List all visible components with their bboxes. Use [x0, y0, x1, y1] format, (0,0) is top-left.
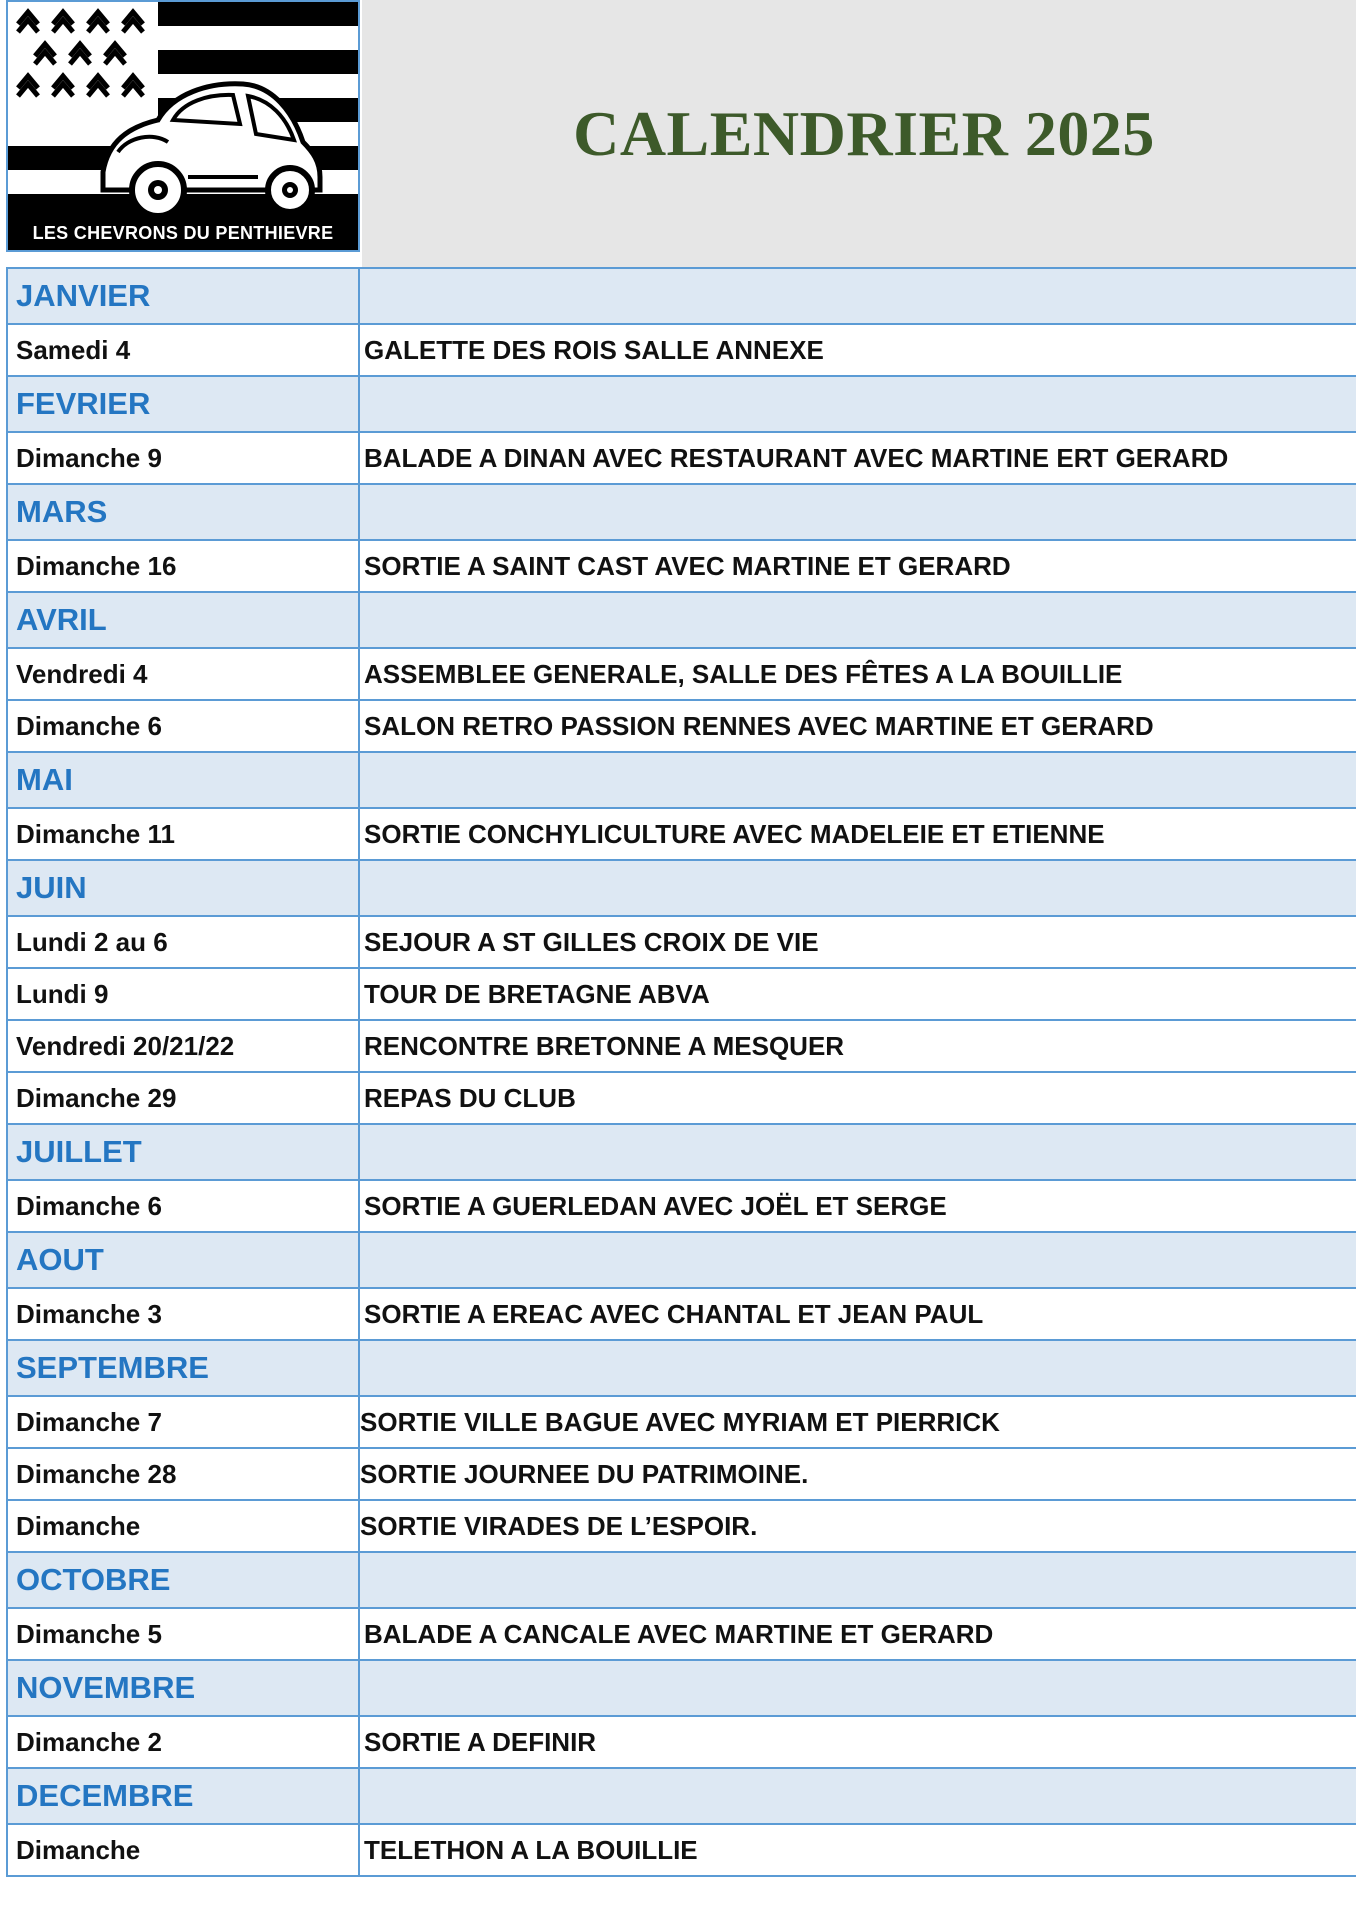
month-cell [6, 377, 360, 431]
month-name: DECEMBRE [16, 1778, 194, 1813]
event-description: SORTIE VILLE BAGUE AVEC MYRIAM ET PIERRICK [360, 1406, 1000, 1437]
event-date: Dimanche 5 [16, 1618, 162, 1649]
event-row [6, 969, 1356, 1021]
event-row [6, 1717, 1356, 1769]
month-cell [6, 753, 360, 807]
event-description: BALADE A DINAN AVEC RESTAURANT AVEC MARTINE ERT GERARD [364, 442, 1229, 473]
event-row [6, 1289, 1356, 1341]
event-date-cell [6, 809, 360, 859]
event-date: Dimanche 11 [16, 818, 175, 849]
event-desc-cell [360, 1397, 1356, 1447]
event-date-cell [6, 649, 360, 699]
event-date-cell [6, 1021, 360, 1071]
event-desc-cell [360, 1825, 1356, 1875]
event-date: Dimanche 29 [16, 1082, 177, 1113]
month-name: AOUT [16, 1242, 104, 1277]
page-title: CALENDRIER 2025 [573, 97, 1155, 169]
month-cell [6, 269, 360, 323]
month-empty-cell [360, 1233, 1356, 1287]
event-row [6, 1181, 1356, 1233]
event-date: Vendredi 4 [16, 658, 148, 689]
event-description: SORTIE VIRADES DE L’ESPOIR. [360, 1510, 758, 1541]
event-description: SORTIE A EREAC AVEC CHANTAL ET JEAN PAUL [364, 1298, 984, 1329]
month-name: MAI [16, 762, 73, 797]
month-cell [6, 1341, 360, 1395]
event-row [6, 649, 1356, 701]
event-description: RENCONTRE BRETONNE A MESQUER [364, 1030, 845, 1061]
month-cell [6, 1769, 360, 1823]
event-desc-cell [360, 1717, 1356, 1767]
event-desc-cell [360, 1609, 1356, 1659]
month-name: MARS [16, 494, 108, 529]
month-name: OCTOBRE [16, 1562, 171, 1597]
event-date: Dimanche 9 [16, 442, 162, 473]
month-name: NOVEMBRE [16, 1670, 196, 1705]
month-row [6, 1233, 1356, 1289]
event-row [6, 701, 1356, 753]
month-name: AVRIL [16, 602, 107, 637]
month-empty-cell [360, 1125, 1356, 1179]
event-date-cell [6, 1073, 360, 1123]
event-description: REPAS DU CLUB [364, 1082, 576, 1113]
event-date-cell [6, 969, 360, 1019]
event-description: BALADE A CANCALE AVEC MARTINE ET GERARD [364, 1618, 994, 1649]
event-date-cell [6, 1717, 360, 1767]
event-row [6, 325, 1356, 377]
month-empty-cell [360, 485, 1356, 539]
month-name: SEPTEMBRE [16, 1350, 209, 1385]
month-name: JUILLET [16, 1134, 142, 1169]
event-description: SORTIE A GUERLEDAN AVEC JOËL ET SERGE [364, 1190, 947, 1221]
month-row [6, 377, 1356, 433]
month-row [6, 269, 1356, 325]
month-cell [6, 485, 360, 539]
event-date: Dimanche 28 [16, 1458, 177, 1489]
event-row [6, 1397, 1356, 1449]
month-row [6, 753, 1356, 809]
event-date: Dimanche [16, 1834, 141, 1865]
event-desc-cell [360, 1449, 1356, 1499]
month-cell [6, 593, 360, 647]
event-date-cell [6, 701, 360, 751]
calendar-sheet [6, 0, 1356, 1877]
event-date: Lundi 2 au 6 [16, 926, 168, 957]
event-description: TELETHON A LA BOUILLIE [364, 1834, 698, 1865]
event-row [6, 1021, 1356, 1073]
event-row [6, 1609, 1356, 1661]
month-cell [6, 1553, 360, 1607]
event-date: Samedi 4 [16, 334, 131, 365]
event-desc-cell [360, 917, 1356, 967]
event-description: SORTIE A DEFINIR [364, 1726, 597, 1757]
event-date-cell [6, 1825, 360, 1875]
month-cell [6, 861, 360, 915]
event-date: Dimanche 6 [16, 710, 162, 741]
event-row [6, 433, 1356, 485]
breton-flag-2cv-car-icon [8, 2, 358, 250]
month-row [6, 485, 1356, 541]
month-empty-cell [360, 269, 1356, 323]
month-empty-cell [360, 1769, 1356, 1823]
event-date: Dimanche 7 [16, 1406, 162, 1437]
event-desc-cell [360, 541, 1356, 591]
event-date: Dimanche 6 [16, 1190, 162, 1221]
event-desc-cell [360, 433, 1356, 483]
event-description: GALETTE DES ROIS SALLE ANNEXE [364, 334, 824, 365]
event-desc-cell [360, 1501, 1356, 1551]
event-desc-cell [360, 649, 1356, 699]
title-banner [362, 0, 1356, 267]
event-description: SORTIE JOURNEE DU PATRIMOINE. [360, 1458, 809, 1489]
event-row [6, 1449, 1356, 1501]
month-row [6, 1661, 1356, 1717]
club-logo-text: LES CHEVRONS DU PENTHIEVRE [32, 223, 334, 243]
event-desc-cell [360, 809, 1356, 859]
event-description: SEJOUR A ST GILLES CROIX DE VIE [364, 926, 819, 957]
month-row [6, 861, 1356, 917]
calendar-header [6, 0, 1356, 267]
month-row [6, 1341, 1356, 1397]
event-description: ASSEMBLEE GENERALE, SALLE DES FÊTES A LA BOUILLIE [364, 658, 1123, 689]
event-date: Vendredi 20/21/22 [16, 1030, 235, 1061]
month-empty-cell [360, 861, 1356, 915]
event-desc-cell [360, 969, 1356, 1019]
event-row [6, 1073, 1356, 1125]
month-name: JANVIER [16, 278, 151, 313]
event-date-cell [6, 433, 360, 483]
event-date: Dimanche [16, 1510, 141, 1541]
event-row [6, 1825, 1356, 1877]
event-date-cell [6, 917, 360, 967]
event-description: SORTIE A SAINT CAST AVEC MARTINE ET GERARD [364, 550, 1011, 581]
month-row [6, 1125, 1356, 1181]
month-cell [6, 1125, 360, 1179]
month-empty-cell [360, 753, 1356, 807]
event-desc-cell [360, 701, 1356, 751]
event-row [6, 1501, 1356, 1553]
month-row [6, 1553, 1356, 1609]
month-empty-cell [360, 1341, 1356, 1395]
event-desc-cell [360, 1181, 1356, 1231]
event-row [6, 809, 1356, 861]
event-date-cell [6, 1181, 360, 1231]
event-desc-cell [360, 1021, 1356, 1071]
event-date-cell [6, 541, 360, 591]
event-date: Dimanche 16 [16, 550, 177, 581]
event-description: SORTIE CONCHYLICULTURE AVEC MADELEIE ET ETIENNE [364, 818, 1105, 849]
event-date-cell [6, 1501, 360, 1551]
event-description: TOUR DE BRETAGNE ABVA [364, 978, 710, 1009]
month-empty-cell [360, 1661, 1356, 1715]
month-cell [6, 1661, 360, 1715]
club-logo [6, 0, 360, 252]
event-date-cell [6, 1609, 360, 1659]
month-empty-cell [360, 377, 1356, 431]
month-name: FEVRIER [16, 386, 151, 421]
event-date-cell [6, 1449, 360, 1499]
event-date-cell [6, 1397, 360, 1447]
month-empty-cell [360, 593, 1356, 647]
month-empty-cell [360, 1553, 1356, 1607]
month-name: JUIN [16, 870, 87, 905]
event-date: Dimanche 3 [16, 1298, 162, 1329]
event-desc-cell [360, 1073, 1356, 1123]
event-date-cell [6, 325, 360, 375]
event-row [6, 541, 1356, 593]
month-row [6, 593, 1356, 649]
event-desc-cell [360, 325, 1356, 375]
event-row [6, 917, 1356, 969]
month-row [6, 1769, 1356, 1825]
event-desc-cell [360, 1289, 1356, 1339]
month-cell [6, 1233, 360, 1287]
event-date: Dimanche 2 [16, 1726, 162, 1757]
event-date: Lundi 9 [16, 978, 109, 1009]
event-description: SALON RETRO PASSION RENNES AVEC MARTINE ET GERARD [364, 710, 1154, 741]
event-date-cell [6, 1289, 360, 1339]
calendar-table [6, 267, 1356, 1877]
